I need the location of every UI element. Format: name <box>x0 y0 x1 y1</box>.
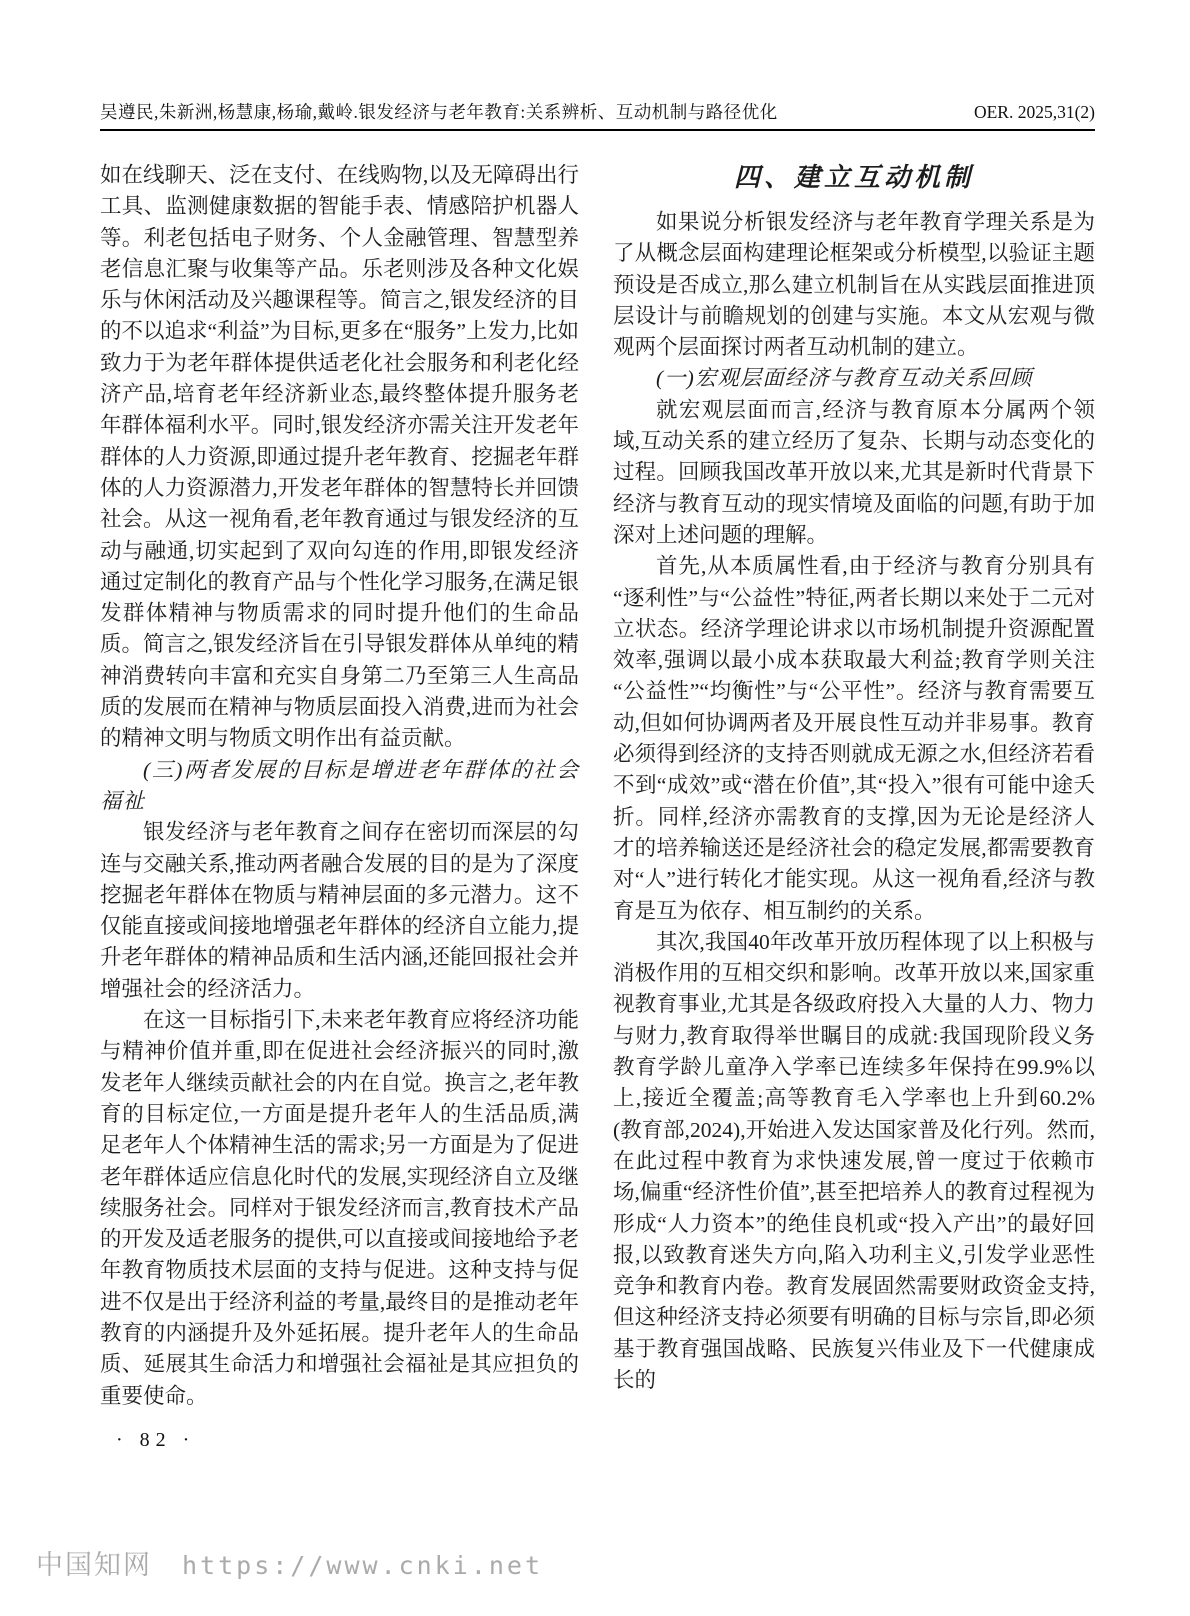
article-body <box>100 160 1095 1452</box>
header-rule <box>100 129 1095 131</box>
paragraph: 银发经济与老年教育之间存在密切而深层的勾连与交融关系,推动两者融合发展的目的是为了深度挖掘老年群体在物质与精神层面的多元潜力。这不仅能直接或间接地增强老年群体的经济自立能力,提升老年群体的精神品质和生活内涵,还能回报社会并增强社会的经济活力。 <box>100 820 579 1001</box>
paragraph: 其次,我国40年改革开放历程体现了以上积极与消极作用的互相交织和影响。改革开放以来,国家重视教育事业,尤其是各级政府投入大量的人力、物力与财力,教育取得举世瞩目的成就:我国现阶段义务教育学龄儿童净入学率已连续多年保持在99.9%以上,接近全覆盖;高等教育毛入学率也上升到60.2%(教育部,2024),开始进入发达国家普及化行列。然而,在此过程中教育为求快速发展,曾一度过于依赖市场,偏重“经济性价值”,甚至把培养人的教育过程视为形成“人力资本”的绝佳良机或“投入产出”的最好回报,以致教育迷失方向,陷入功利主义,引发学业恶性竞争和教育内卷。教育发展固然需要财政资金支持,但这种经济支持必须要有明确的目标与宗旨,即必须基于教育强国战略、民族复兴伟业及下一代健康成长的 <box>613 929 1095 1392</box>
journal-citation: OER. 2025,31(2) <box>973 102 1095 122</box>
cnki-brand-text: 中国知网 <box>36 1550 152 1580</box>
subsection-heading-1: (一)宏观层面经济与教育互动关系回顾 <box>656 366 1033 391</box>
paragraph: 首先,从本质属性看,由于经济与教育分别具有“逐利性”与“公益性”特征,两者长期以来处于二元对立状态。经济学理论讲求以市场机制提升资源配置效率,强调以最小成本获取最大利益;教育学则关注“公益性”“均衡性”与“公平性”。经济与教育需要互动,但如何协调两者及开展良性互动并非易事。教育必须得到经济的支持否则就成无源之水,但经济若看不到“成效”或“潜在价值”,其“投入”很有可能中途夭折。同样,经济亦需教育的支撑,因为无论是经济人才的培养输送还是经济社会的稳定发展,都需要教育对“人”进行转化才能实现。从这一视角看,经济与教育是互为依存、相互制约的关系。 <box>613 554 1095 923</box>
paragraph: 如果说分析银发经济与老年教育学理关系是为了从概念层面构建理论框架或分析模型,以验证主题预设是否成立,那么建立机制旨在从实践层面推进顶层设计与前瞻规划的创建与实施。本文从宏观与微观两个层面探讨两者互动机制的建立。 <box>613 210 1095 360</box>
left-column <box>100 160 579 1452</box>
paragraph: 就宏观层面而言,经济与教育原本分属两个领域,互动关系的建立经历了复杂、长期与动态变化的过程。回顾我国改革开放以来,尤其是新时代背景下经济与教育互动的现实情境及面临的问题,有助于加深对上述问题的理解。 <box>613 397 1095 547</box>
running-header-row <box>100 100 1095 124</box>
right-column <box>613 160 1095 1452</box>
paragraph: 在这一目标指引下,未来老年教育应将经济功能与精神价值并重,即在促进社会经济振兴的同时,激发老年人继续贡献社会的内在自觉。换言之,老年教育的目标定位,一方面是提升老年人的生活品质,满足老年人个体精神生活的需求;另一方面是为了促进老年群体适应信息化时代的发展,实现经济自立及继续服务社会。同样对于银发经济而言,教育技术产品的开发及适老服务的提供,可以直接或间接地给予老年教育物质技术层面的支持与促进。这种支持与促进不仅是出于经济利益的考量,最终目的是推动老年教育的内涵提升及外延拓展。提升老年人的生命品质、延展其生命活力和增强社会福祉是其应担负的重要使命。 <box>100 1008 579 1408</box>
subsection-heading-3: (三)两者发展的目标是增进老年群体的社会福祉 <box>100 757 579 813</box>
running-header <box>100 100 1095 131</box>
page-number: · 82 · <box>116 1428 196 1451</box>
running-title: 吴遵民,朱新洲,杨慧康,杨瑜,戴岭.银发经济与老年教育:关系辨析、互动机制与路径优化 <box>100 102 778 122</box>
cnki-watermark <box>36 1543 543 1582</box>
section-heading: 四、建立互动机制 <box>733 163 974 192</box>
paragraph: 如在线聊天、泛在支付、在线购物,以及无障碍出行工具、监测健康数据的智能手表、情感陪护机器人等。利老包括电子财务、个人金融管理、智慧型养老信息汇聚与收集等产品。乐老则涉及各种文化娱乐与休闲活动及兴趣课程等。简言之,银发经济的目的不以追求“利益”为目标,更多在“服务”上发力,比如致力于为老年群体提供适老化社会服务和利老化经济产品,培育老年经济新业态,最终整体提升服务老年群体福利水平。同时,银发经济亦需关注开发老年群体的人力资源,即通过提升老年教育、挖掘老年群体的人力资源潜力,开发老年群体的智慧特长并回馈社会。从这一视角看,老年教育通过与银发经济的互动与融通,切实起到了双向勾连的作用,即银发经济通过定制化的教育产品与个性化学习服务,在满足银发群体精神与物质需求的同时提升他们的生命品质。简言之,银发经济旨在引导银发群体从单纯的精神消费转向丰富和充实自身第二乃至第三人生高品质的发展而在精神与物质层面投入消费,进而为社会的精神文明与物质文明作出有益贡献。 <box>100 163 579 751</box>
cnki-url: https://www.cnki.net <box>182 1551 544 1580</box>
